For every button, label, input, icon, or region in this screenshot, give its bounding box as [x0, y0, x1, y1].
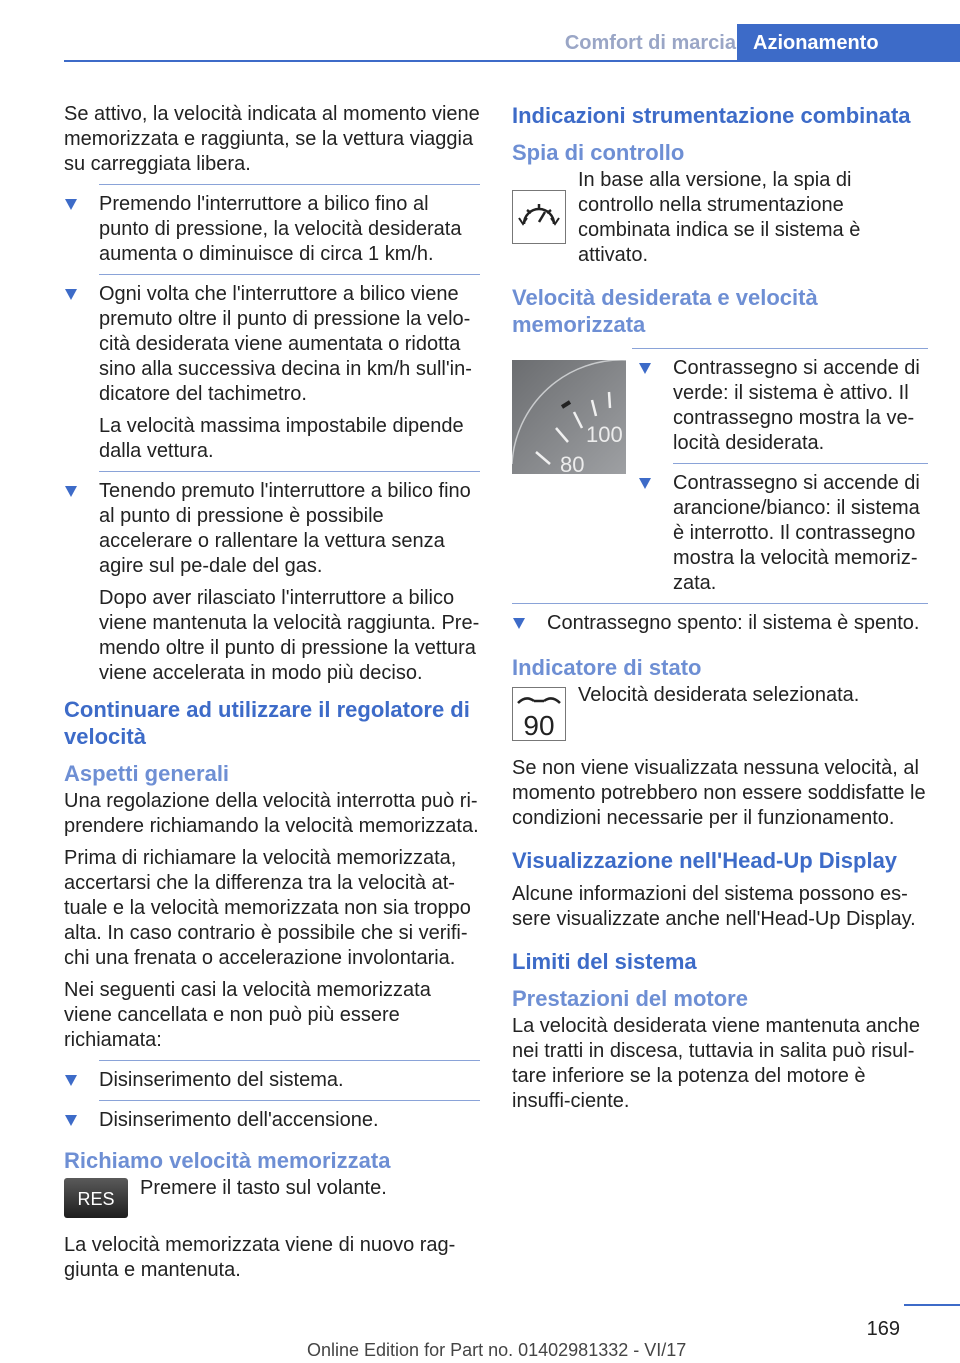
- gauge-label-100: 100: [586, 422, 623, 447]
- list-item: Disinserimento del sistema.: [64, 1068, 480, 1093]
- paragraph: Velocità desiderata selezionata.: [578, 684, 860, 706]
- footer-rule: [904, 1304, 960, 1306]
- status-off-list: [512, 611, 928, 636]
- gauge-row: [512, 356, 928, 603]
- paragraph: In base alla versione, la spia di controllo nella strumentazione combinata indica se il sistema è attivato.: [578, 169, 861, 266]
- status-speed-value: 90: [523, 710, 555, 741]
- paragraph: La velocità memorizzata viene di nuovo rag‐giunta e mantenuta.: [64, 1234, 456, 1281]
- tab-comfort[interactable]: Comfort di marcia: [564, 32, 736, 54]
- paragraph: Nei seguenti casi la velocità memorizzata viene cancellata e non può più essere richiamata:: [64, 979, 431, 1051]
- res-label: RES: [77, 1189, 115, 1209]
- heading-speed: Velocità desiderata e velocità memorizzata: [512, 285, 818, 337]
- res-row: [64, 1176, 480, 1225]
- paragraph: La velocità desiderata viene mantenuta anche nei tratti in discesa, tuttavia in salita può risul‐tare inferiore se la potenza del motore è insuffi‐ciente.: [512, 1015, 921, 1112]
- intro-paragraph: Se attivo, la velocità indicata al momento viene memorizzata e raggiunta, se la vettura viaggia su carreggiata libera.: [64, 103, 480, 175]
- list-item: Disinserimento dell'accensione.: [64, 1108, 480, 1133]
- heading-continue: Continuare ad utilizzare il regolatore di velocità: [64, 697, 470, 749]
- list-divider: [99, 274, 480, 275]
- right-column: [512, 102, 928, 1121]
- triangle-bullet-icon: [639, 363, 651, 374]
- list-item-note: Dopo aver rilasciato l'interruttore a bilico viene mantenuta la velocità raggiunta. Pre‐mendo oltre il punto di pressione la vettura viene accelerata in modo più deciso.: [99, 587, 480, 684]
- triangle-bullet-icon: [513, 618, 525, 629]
- list-item: Contrassegno si accende di arancione/bianco: il sistema è interrotto. Il contrassegno mostra la velocità memoriz‐zata.: [638, 471, 928, 596]
- list-item: Contrassegno spento: il sistema è spento.: [512, 611, 928, 636]
- triangle-bullet-icon: [65, 486, 77, 497]
- list-item: Ogni volta che l'interruttore a bilico viene premuto oltre il punto di pressione la velo‐cità desiderata viene aumentata o ridotta sino alla successiva decina in km/h sull'in‐dicatore del tachimetro. La velocità massima impostabile dipende dalla vettura.: [64, 282, 480, 464]
- heading-status: Indicatore di stato: [512, 655, 702, 680]
- list-item: Contrassegno si accende di verde: il sistema è attivo. Il contrassegno mostra la ve‐locità desiderata.: [638, 356, 928, 456]
- speedometer-image: [512, 360, 626, 474]
- heading-limits: Limiti del sistema: [512, 949, 697, 974]
- gauge-label-80: 80: [560, 452, 585, 474]
- list-item: Premendo l'interruttore a bilico fino al punto di pressione, la velocità desiderata aumenta o diminuisce di circa 1 km/h.: [64, 192, 480, 267]
- paragraph: Premere il tasto sul volante.: [140, 1177, 387, 1199]
- heading-display: Indicazioni strumentazione combinata: [512, 103, 911, 128]
- paragraph: Alcune informazioni del sistema possono es‐sere visualizzate anche nell'Head-Up Display.: [512, 883, 916, 930]
- cruise-control-icon: [512, 190, 566, 251]
- paragraph: Se non viene visualizzata nessuna velocità, al momento potrebbero non essere soddisfatte le condizioni necessarie per il funzionamento.: [512, 757, 926, 829]
- triangle-bullet-icon: [65, 1075, 77, 1086]
- edition-text: Online Edition for Part no. 01402981332 - VI/17: [307, 1340, 687, 1360]
- rocker-switch-list: [64, 192, 480, 686]
- heading-general: Aspetti generali: [64, 761, 230, 786]
- triangle-bullet-icon: [65, 199, 77, 210]
- list-divider: [99, 471, 480, 472]
- paragraph: Una regolazione della velocità interrotta può ri‐prendere richiamando la velocità memorizzata.: [64, 790, 479, 837]
- left-column: [64, 102, 480, 1290]
- status-row: [512, 683, 928, 748]
- list-divider: [99, 184, 480, 185]
- indicator-row: [512, 168, 928, 268]
- list-divider: [99, 1060, 480, 1061]
- list-divider: [512, 603, 928, 604]
- heading-recall: Richiamo velocità memorizzata: [64, 1148, 391, 1173]
- list-item: Tenendo premuto l'interruttore a bilico fino al punto di pressione è possibile accelerare o rallentare la vettura senza agire sul pe‐dale del gas. Dopo aver rilasciato l'interruttore a bilico viene mantenuta la velocità raggiunta. Pre‐mendo oltre il punto di pressione la vettura viene accelerata in modo più deciso.: [64, 479, 480, 686]
- cancel-cases-list: [64, 1068, 480, 1133]
- page-number: 169: [866, 1318, 900, 1340]
- triangle-bullet-icon: [65, 1115, 77, 1126]
- list-divider: [99, 1100, 480, 1101]
- heading-hud: Visualizzazione nell'Head-Up Display: [512, 848, 898, 873]
- paragraph: Prima di richiamare la velocità memorizzata, accertarsi che la differenza tra la velocità at‐tuale e la velocità memorizzata non sia troppo alta. In caso contrario è possibile che si verifi‐chi una frenata o accelerazione involontaria.: [64, 847, 471, 969]
- list-divider: [632, 348, 928, 349]
- heading-indicator: Spia di controllo: [512, 140, 685, 165]
- triangle-bullet-icon: [639, 478, 651, 489]
- heading-engine: Prestazioni del motore: [512, 986, 748, 1011]
- list-divider: [673, 463, 928, 464]
- gauge-list: [638, 356, 928, 603]
- triangle-bullet-icon: [65, 289, 77, 300]
- tab-azionamento[interactable]: Azionamento: [737, 24, 960, 62]
- status-speed-icon: [512, 687, 566, 748]
- list-item-note: La velocità massima impostabile dipende dalla vettura.: [99, 415, 464, 462]
- res-button-icon: [64, 1178, 128, 1225]
